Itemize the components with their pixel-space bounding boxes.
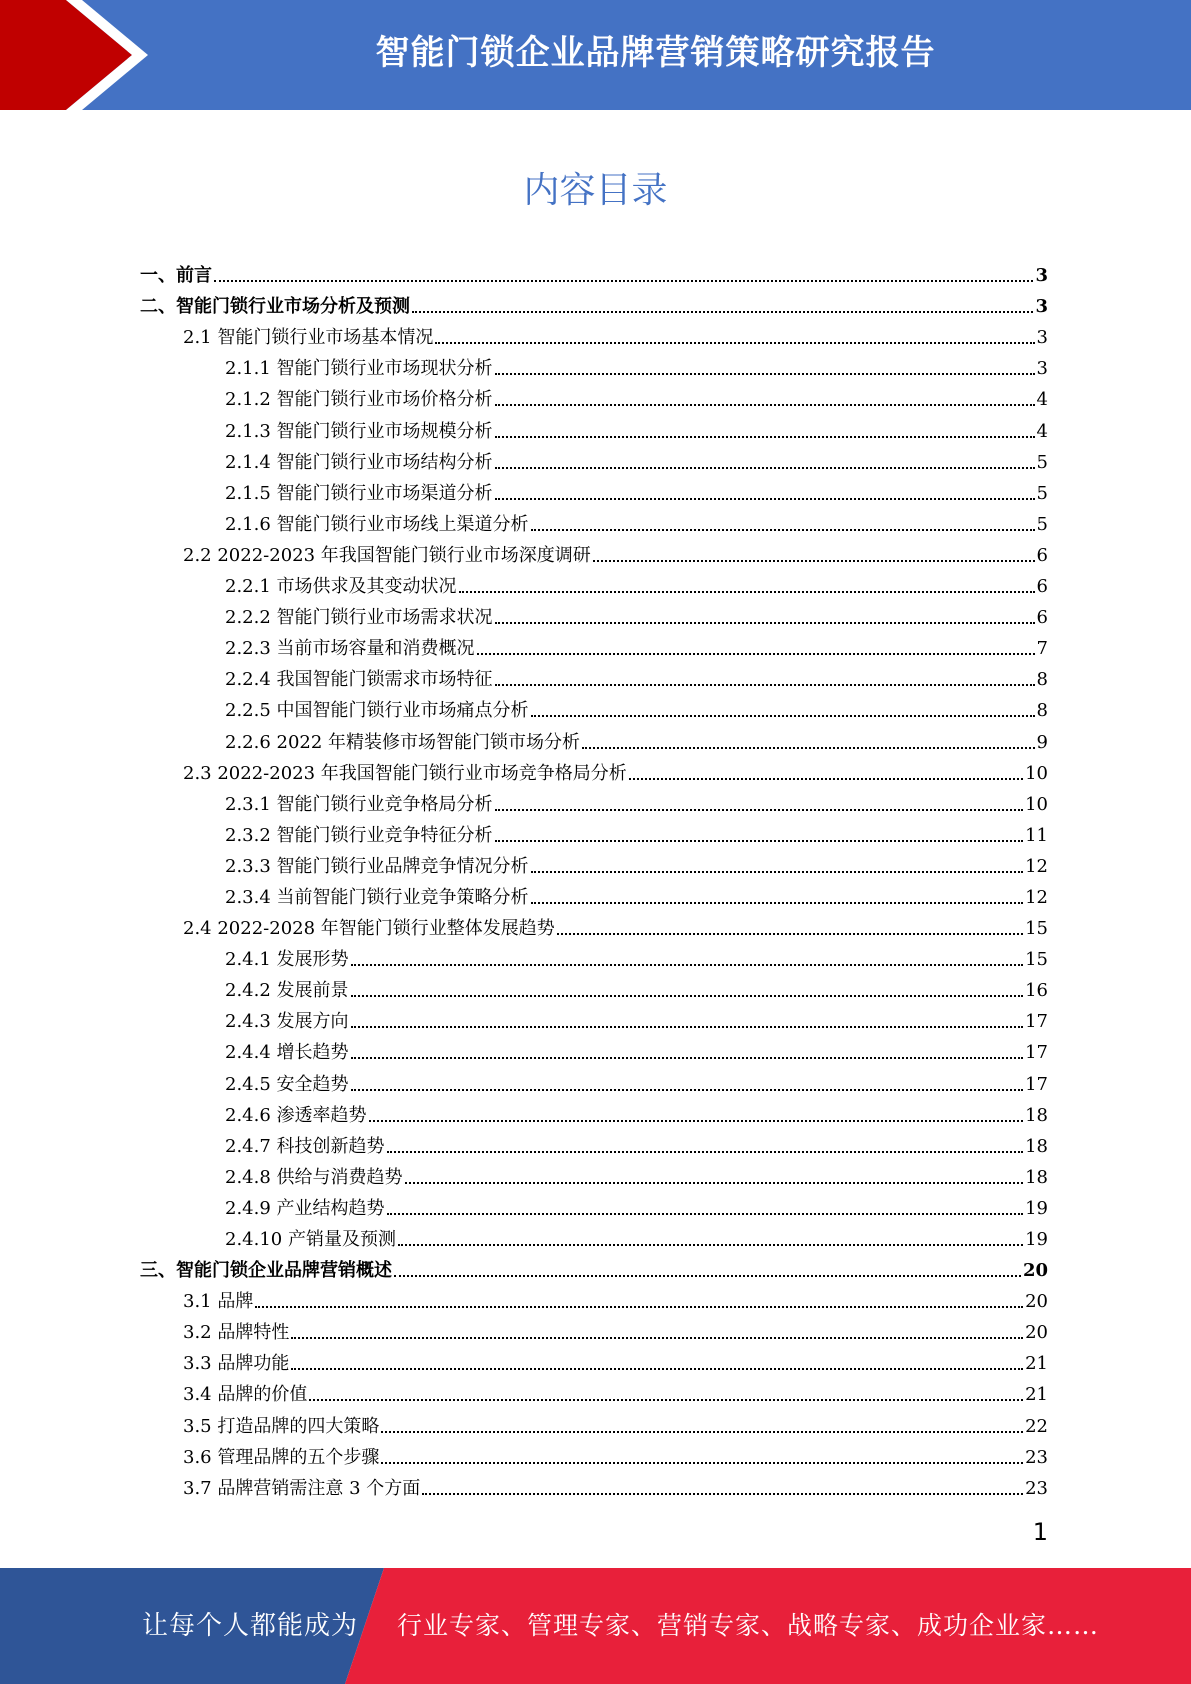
toc-entry-title: 三、智能门锁企业品牌营销概述 — [140, 1260, 392, 1282]
toc-entry-page: 16 — [1025, 980, 1048, 1002]
toc-entry[interactable] — [140, 1469, 1048, 1500]
toc-entry-title: 2.4.9 产业结构趋势 — [225, 1197, 385, 1219]
toc-entry[interactable] — [140, 816, 1048, 847]
toc-dot-leader — [557, 929, 1023, 935]
toc-dot-leader — [495, 836, 1024, 842]
toc-dot-leader — [495, 369, 1035, 375]
footer-slogan-left: 让每个人都能成为 — [142, 1611, 359, 1641]
toc-entry-page: 19 — [1025, 1229, 1048, 1250]
toc-dot-leader — [214, 276, 1033, 282]
page-number: 1 — [1032, 1518, 1048, 1546]
toc-entry[interactable] — [140, 691, 1048, 722]
toc-dot-leader — [394, 1271, 1021, 1277]
toc-entry-page: 21 — [1025, 1384, 1048, 1406]
toc-entry-page: 22 — [1025, 1415, 1048, 1437]
toc-entry[interactable] — [140, 411, 1048, 442]
footer-banner — [0, 1568, 1191, 1684]
toc-dot-leader — [351, 1053, 1024, 1059]
toc-entry-title: 2.4.10 产销量及预测 — [225, 1229, 396, 1250]
report-title: 智能门锁企业品牌营销策略研究报告 — [375, 33, 936, 73]
toc-entry[interactable] — [140, 536, 1048, 567]
toc-dot-leader — [495, 400, 1035, 406]
toc-entry[interactable] — [140, 1282, 1048, 1313]
toc-entry[interactable] — [140, 287, 1048, 318]
toc-entry-title: 2.1.1 智能门锁行业市场现状分析 — [225, 358, 493, 380]
toc-entry-page: 12 — [1025, 855, 1048, 877]
toc-dot-leader — [531, 711, 1035, 717]
toc-dot-leader — [629, 774, 1023, 780]
toc-entry-title: 2.3.1 智能门锁行业竞争格局分析 — [225, 793, 493, 815]
toc-entry-title: 2.3.3 智能门锁行业品牌竞争情况分析 — [225, 855, 529, 877]
toc-entry-title: 2.2.4 我国智能门锁需求市场特征 — [225, 669, 493, 691]
toc-dot-leader — [351, 960, 1024, 966]
toc-entry-page: 6 — [1036, 607, 1048, 629]
toc-dot-leader — [477, 649, 1035, 655]
toc-dot-leader — [291, 1364, 1023, 1370]
toc-entry[interactable] — [140, 971, 1048, 1002]
toc-dot-leader — [351, 991, 1024, 997]
toc-entry[interactable] — [140, 1096, 1048, 1127]
toc-entry-page: 4 — [1036, 420, 1048, 442]
toc-entry-page: 5 — [1036, 482, 1048, 504]
toc-entry-title: 2.4.6 渗透率趋势 — [225, 1104, 367, 1126]
toc-entry-page: 20 — [1025, 1322, 1048, 1344]
toc-entry-title: 2.4.3 发展方向 — [225, 1011, 349, 1033]
toc-dot-leader — [369, 1116, 1024, 1122]
toc-entry-title: 2.1.5 智能门锁行业市场渠道分析 — [225, 482, 493, 504]
toc-entry-title: 2.4.1 发展形势 — [225, 949, 349, 971]
toc-entry-title: 2.1.4 智能门锁行业市场结构分析 — [225, 451, 493, 473]
toc-entry-title: 2.4 2022-2028 年智能门锁行业整体发展趋势 — [183, 918, 555, 940]
toc-dot-leader — [593, 556, 1035, 562]
toc-entry[interactable] — [140, 256, 1048, 287]
toc-dot-leader — [495, 805, 1024, 811]
toc-entry-title: 2.1.2 智能门锁行业市场价格分析 — [225, 389, 493, 411]
toc-entry-title: 3.7 品牌营销需注意 3 个方面 — [183, 1477, 421, 1499]
toc-entry[interactable] — [140, 660, 1048, 691]
toc-entry[interactable] — [140, 847, 1048, 878]
footer-slogan-right: 行业专家、管理专家、营销专家、战略专家、成功企业家…… — [397, 1611, 1100, 1640]
toc-entry[interactable] — [140, 1220, 1048, 1251]
toc-entry-page: 15 — [1025, 949, 1048, 971]
toc-entry-page: 3 — [1035, 265, 1048, 287]
toc-dot-leader — [351, 1022, 1024, 1028]
toc-entry-title: 2.2.2 智能门锁行业市场需求状况 — [225, 607, 493, 629]
toc-entry-page: 18 — [1025, 1135, 1048, 1157]
toc-entry-page: 10 — [1025, 762, 1048, 784]
toc-entry-title: 2.2 2022-2023 年我国智能门锁行业市场深度调研 — [183, 544, 591, 566]
toc-entry[interactable] — [140, 1189, 1048, 1220]
toc-entry-page: 18 — [1025, 1104, 1048, 1126]
toc-dot-leader — [495, 463, 1035, 469]
toc-entry-page: 5 — [1036, 451, 1048, 473]
toc-entry-title: 3.5 打造品牌的四大策略 — [183, 1415, 380, 1437]
toc-entry-page: 10 — [1025, 793, 1048, 815]
toc-entry-title: 3.6 管理品牌的五个步骤 — [183, 1446, 380, 1468]
toc-dot-leader — [351, 1085, 1024, 1091]
toc-dot-leader — [387, 1147, 1024, 1153]
toc-entry-page: 3 — [1035, 296, 1048, 318]
toc-entry-page: 4 — [1036, 389, 1048, 411]
toc-entry-page: 17 — [1025, 1073, 1048, 1095]
toc-entry[interactable] — [140, 380, 1048, 411]
toc-dot-leader — [405, 1178, 1024, 1184]
toc-entry-title: 3.1 品牌 — [183, 1291, 254, 1313]
toc-dot-leader — [531, 867, 1024, 873]
toc-entry-page: 20 — [1025, 1291, 1048, 1313]
toc-entry-page: 8 — [1036, 669, 1048, 691]
toc-entry[interactable] — [140, 1438, 1048, 1469]
toc-entry[interactable] — [140, 1002, 1048, 1033]
toc-entry-page: 3 — [1036, 327, 1048, 349]
toc-dot-leader — [412, 307, 1033, 313]
toc-entry-title: 二、智能门锁行业市场分析及预测 — [140, 296, 410, 318]
toc-dot-leader — [495, 494, 1035, 500]
toc-entry-page: 6 — [1036, 544, 1048, 566]
toc-entry-page: 21 — [1025, 1353, 1048, 1375]
toc-entry-title: 2.4.7 科技创新趋势 — [225, 1135, 385, 1157]
toc-entry[interactable] — [140, 1344, 1048, 1375]
toc-entry[interactable] — [140, 785, 1048, 816]
toc-entry[interactable] — [140, 443, 1048, 474]
table-of-contents — [140, 256, 1048, 1500]
toc-dot-leader — [435, 338, 1034, 344]
toc-entry-page: 23 — [1025, 1477, 1048, 1499]
toc-entry-page: 5 — [1036, 513, 1048, 535]
toc-entry-title: 2.2.1 市场供求及其变动状况 — [225, 576, 457, 598]
toc-entry-page: 3 — [1036, 358, 1048, 380]
toc-entry[interactable] — [140, 598, 1048, 629]
toc-title: 内容目录 — [523, 170, 668, 211]
toc-dot-leader — [422, 1489, 1023, 1495]
toc-entry[interactable] — [140, 349, 1048, 380]
toc-entry-title: 3.2 品牌特性 — [183, 1322, 290, 1344]
toc-entry[interactable] — [140, 1033, 1048, 1064]
toc-entry-title: 2.3.2 智能门锁行业竞争特征分析 — [225, 824, 493, 846]
toc-entry[interactable] — [140, 629, 1048, 660]
toc-entry-title: 2.2.3 当前市场容量和消费概况 — [225, 638, 475, 660]
toc-dot-leader — [381, 1458, 1023, 1464]
toc-entry-title: 3.3 品牌功能 — [183, 1353, 290, 1375]
toc-entry[interactable] — [140, 318, 1048, 349]
toc-entry-page: 17 — [1025, 1042, 1048, 1064]
toc-dot-leader — [381, 1427, 1023, 1433]
toc-entry-page: 23 — [1025, 1446, 1048, 1468]
toc-entry[interactable] — [140, 1127, 1048, 1158]
toc-entry-page: 19 — [1025, 1197, 1048, 1219]
toc-entry-page: 17 — [1025, 1011, 1048, 1033]
toc-entry[interactable] — [140, 1313, 1048, 1344]
toc-dot-leader — [495, 618, 1035, 624]
toc-entry-title: 2.3.4 当前智能门锁行业竞争策略分析 — [225, 886, 529, 908]
toc-dot-leader — [582, 743, 1034, 749]
toc-entry-title: 2.2.6 2022 年精装修市场智能门锁市场分析 — [225, 731, 581, 753]
toc-dot-leader — [531, 898, 1024, 904]
toc-entry-page: 9 — [1036, 731, 1048, 753]
toc-entry-title: 2.4.2 发展前景 — [225, 980, 349, 1002]
toc-entry-title: 2.1.6 智能门锁行业市场线上渠道分析 — [225, 513, 529, 535]
toc-dot-leader — [531, 525, 1035, 531]
toc-entry[interactable] — [140, 505, 1048, 536]
toc-entry-title: 2.1.3 智能门锁行业市场规模分析 — [225, 420, 493, 442]
header-banner — [0, 0, 1191, 110]
toc-dot-leader — [398, 1240, 1023, 1246]
toc-entry[interactable] — [140, 1251, 1048, 1282]
toc-entry-title: 2.4.8 供给与消费趋势 — [225, 1166, 403, 1188]
toc-entry-title: 一、前言 — [140, 265, 212, 287]
toc-dot-leader — [309, 1395, 1023, 1401]
toc-entry[interactable] — [140, 567, 1048, 598]
toc-entry-page: 20 — [1022, 1260, 1048, 1282]
toc-dot-leader — [387, 1209, 1024, 1215]
toc-dot-leader — [459, 587, 1035, 593]
toc-entry-title: 2.4.5 安全趋势 — [225, 1073, 349, 1095]
toc-entry[interactable] — [140, 474, 1048, 505]
toc-dot-leader — [291, 1333, 1023, 1339]
toc-entry-page: 7 — [1036, 638, 1048, 660]
toc-entry-page: 12 — [1025, 886, 1048, 908]
toc-entry-title: 2.2.5 中国智能门锁行业市场痛点分析 — [225, 700, 529, 722]
toc-entry[interactable] — [140, 754, 1048, 785]
toc-dot-leader — [495, 680, 1035, 686]
toc-entry[interactable] — [140, 722, 1048, 753]
toc-entry-page: 6 — [1036, 576, 1048, 598]
toc-dot-leader — [255, 1302, 1023, 1308]
toc-entry[interactable] — [140, 878, 1048, 909]
toc-entry[interactable] — [140, 1406, 1048, 1437]
toc-entry-title: 2.3 2022-2023 年我国智能门锁行业市场竞争格局分析 — [183, 762, 627, 784]
toc-entry-title: 2.1 智能门锁行业市场基本情况 — [183, 327, 434, 349]
toc-entry[interactable] — [140, 909, 1048, 940]
toc-entry-page: 15 — [1025, 918, 1048, 940]
toc-entry[interactable] — [140, 940, 1048, 971]
toc-entry-page: 18 — [1025, 1166, 1048, 1188]
toc-entry[interactable] — [140, 1064, 1048, 1095]
toc-entry-title: 2.4.4 增长趋势 — [225, 1042, 349, 1064]
toc-entry-title: 3.4 品牌的价值 — [183, 1384, 308, 1406]
toc-dot-leader — [495, 432, 1035, 438]
toc-entry[interactable] — [140, 1158, 1048, 1189]
toc-entry-page: 8 — [1036, 700, 1048, 722]
toc-entry-page: 11 — [1025, 824, 1048, 846]
toc-entry[interactable] — [140, 1375, 1048, 1406]
